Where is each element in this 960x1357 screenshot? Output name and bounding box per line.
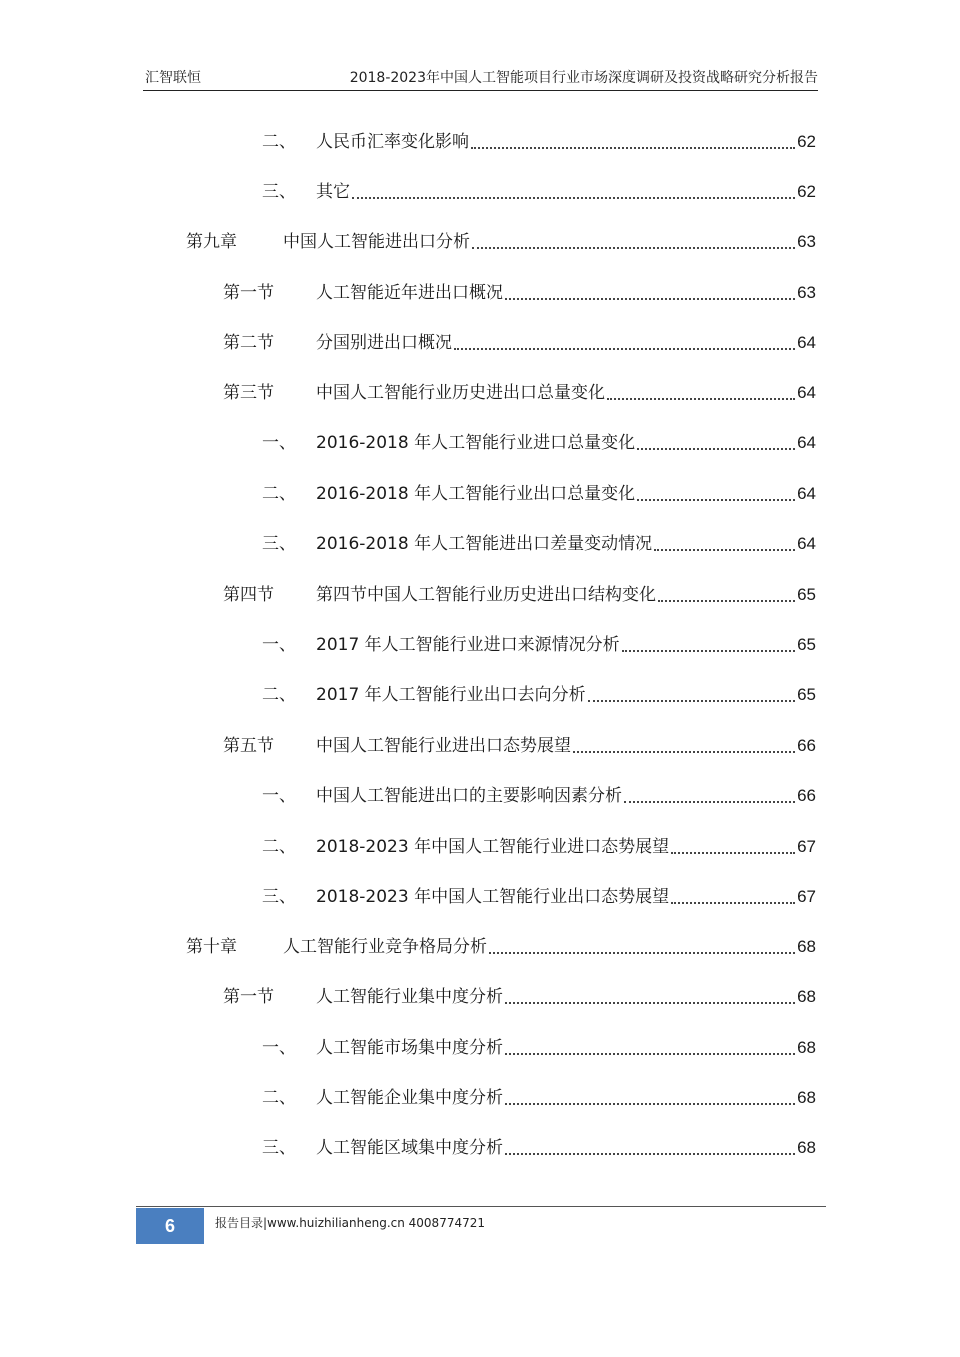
toc-dot-leader	[472, 246, 795, 249]
toc-entry-title: 中国人工智能进出口的主要影响因素分析	[316, 786, 622, 806]
toc-entry-page: 64	[797, 484, 816, 503]
toc-entry[interactable]	[262, 783, 816, 809]
toc-dot-leader	[671, 851, 795, 854]
toc-entry-number: 一、	[262, 635, 296, 655]
toc-entry-section[interactable]	[223, 380, 816, 406]
toc-entry-number: 二、	[262, 132, 296, 152]
toc-entry-page: 66	[797, 786, 816, 805]
toc-entry-number: 一、	[262, 1038, 296, 1058]
footer-page-number: 6	[136, 1208, 204, 1244]
toc-entry-chapter[interactable]	[186, 229, 816, 255]
toc-entry-page: 67	[797, 837, 816, 856]
toc-dot-leader	[607, 397, 795, 400]
toc-entry-title: 人工智能近年进出口概况	[316, 283, 503, 303]
toc-dot-leader	[505, 1102, 795, 1105]
toc-dot-leader	[471, 146, 795, 149]
toc-dot-leader	[622, 649, 795, 652]
toc-entry-page: 68	[797, 1138, 816, 1157]
toc-entry-title: 2016-2018 年人工智能进出口差量变动情况	[316, 534, 653, 554]
toc-entry[interactable]	[262, 179, 816, 205]
toc-dot-leader	[505, 1052, 795, 1055]
toc-entry-number: 三、	[262, 182, 296, 202]
toc-entry-number: 第四节	[223, 585, 274, 605]
toc-entry-title: 2018-2023 年中国人工智能行业进口态势展望	[316, 837, 670, 857]
toc-dot-leader	[352, 196, 795, 199]
header-report-title: 2018-2023年中国人工智能项目行业市场深度调研及投资战略研究分析报告	[349, 70, 818, 86]
toc-entry-number: 第五节	[223, 736, 274, 756]
toc-entry-section[interactable]	[223, 330, 816, 356]
toc-entry-page: 65	[797, 685, 816, 704]
toc-entry-page: 68	[797, 1088, 816, 1107]
toc-entry-page: 64	[797, 383, 816, 402]
toc-entry-section[interactable]	[223, 280, 816, 306]
toc-entry-number: 第一节	[223, 987, 274, 1007]
toc-entry-number: 第十章	[186, 937, 237, 957]
toc-entry-page: 63	[797, 283, 816, 302]
toc-dot-leader	[454, 347, 795, 350]
toc-dot-leader	[489, 951, 795, 954]
toc-entry[interactable]	[262, 1135, 816, 1161]
toc-entry-title: 分国别进出口概况	[316, 333, 452, 353]
toc-entry-number: 一、	[262, 786, 296, 806]
toc-entry-section[interactable]	[223, 582, 816, 608]
toc-entry-number: 第二节	[223, 333, 274, 353]
toc-dot-leader	[505, 1152, 795, 1155]
toc-entry[interactable]	[262, 481, 816, 507]
toc-entry[interactable]	[262, 1085, 816, 1111]
toc-entry-title: 2016-2018 年人工智能行业出口总量变化	[316, 484, 636, 504]
toc-entry-number: 二、	[262, 1088, 296, 1108]
toc-entry-section[interactable]	[223, 984, 816, 1010]
toc-entry[interactable]	[262, 1035, 816, 1061]
toc-dot-leader	[637, 498, 795, 501]
toc-entry-chapter[interactable]	[186, 934, 816, 960]
toc-dot-leader	[654, 548, 795, 551]
toc-entry-page: 68	[797, 937, 816, 956]
toc-entry-title: 人工智能行业竞争格局分析	[283, 937, 487, 957]
toc-entry-page: 66	[797, 736, 816, 755]
toc-entry-page: 64	[797, 333, 816, 352]
toc-dot-leader	[505, 297, 795, 300]
toc-entry-page: 62	[797, 132, 816, 151]
toc-entry-page: 63	[797, 232, 816, 251]
toc-entry[interactable]	[262, 632, 816, 658]
toc-entry-page: 64	[797, 534, 816, 553]
header-company: 汇智联恒	[145, 70, 201, 86]
toc-entry-number: 二、	[262, 837, 296, 857]
toc-entry-title: 其它	[316, 182, 350, 202]
toc-entry[interactable]	[262, 531, 816, 557]
toc-entry-title: 中国人工智能进出口分析	[283, 232, 470, 252]
toc-entry-title: 2017 年人工智能行业出口去向分析	[316, 685, 586, 705]
toc-entry-page: 67	[797, 887, 816, 906]
toc-entry[interactable]	[262, 430, 816, 456]
toc-entry-number: 第一节	[223, 283, 274, 303]
toc-entry-title: 2018-2023 年中国人工智能行业出口态势展望	[316, 887, 670, 907]
toc-dot-leader	[573, 750, 795, 753]
footer-divider	[136, 1206, 826, 1207]
toc-entry-title: 人工智能企业集中度分析	[316, 1088, 503, 1108]
toc-dot-leader	[671, 901, 795, 904]
toc-entry[interactable]	[262, 834, 816, 860]
toc-entry-title: 人民币汇率变化影响	[316, 132, 469, 152]
toc-entry[interactable]	[262, 884, 816, 910]
toc-entry-number: 二、	[262, 484, 296, 504]
toc-entry-number: 第九章	[186, 232, 237, 252]
toc-dot-leader	[588, 699, 795, 702]
toc-entry-number: 三、	[262, 1138, 296, 1158]
toc-entry-title: 人工智能区域集中度分析	[316, 1138, 503, 1158]
toc-entry-title: 人工智能市场集中度分析	[316, 1038, 503, 1058]
toc-entry-section[interactable]	[223, 733, 816, 759]
page-header	[143, 68, 818, 91]
toc-entry-title: 中国人工智能行业历史进出口总量变化	[316, 383, 605, 403]
toc-entry-title: 2017 年人工智能行业进口来源情况分析	[316, 635, 620, 655]
toc-entry[interactable]	[262, 682, 816, 708]
toc-dot-leader	[637, 447, 795, 450]
toc-entry-number: 第三节	[223, 383, 274, 403]
toc-entry-page: 68	[797, 1038, 816, 1057]
footer-text: 报告目录|www.huizhilianheng.cn 4008774721	[215, 1216, 486, 1230]
toc-entry-number: 一、	[262, 433, 296, 453]
toc-entry-number: 三、	[262, 887, 296, 907]
toc-entry-page: 65	[797, 585, 816, 604]
toc-entry-number: 三、	[262, 534, 296, 554]
toc-entry-page: 68	[797, 987, 816, 1006]
toc-entry-page: 65	[797, 635, 816, 654]
toc-entry[interactable]	[262, 129, 816, 155]
toc-dot-leader	[658, 599, 795, 602]
toc-entry-page: 62	[797, 182, 816, 201]
toc-dot-leader	[505, 1001, 795, 1004]
toc-entry-title: 第四节中国人工智能行业历史进出口结构变化	[316, 585, 656, 605]
toc-entry-number: 二、	[262, 685, 296, 705]
toc-entry-title: 中国人工智能行业进出口态势展望	[316, 736, 571, 756]
toc-entry-title: 2016-2018 年人工智能行业进口总量变化	[316, 433, 636, 453]
toc-dot-leader	[624, 800, 795, 803]
toc-entry-title: 人工智能行业集中度分析	[316, 987, 503, 1007]
toc-entry-page: 64	[797, 433, 816, 452]
